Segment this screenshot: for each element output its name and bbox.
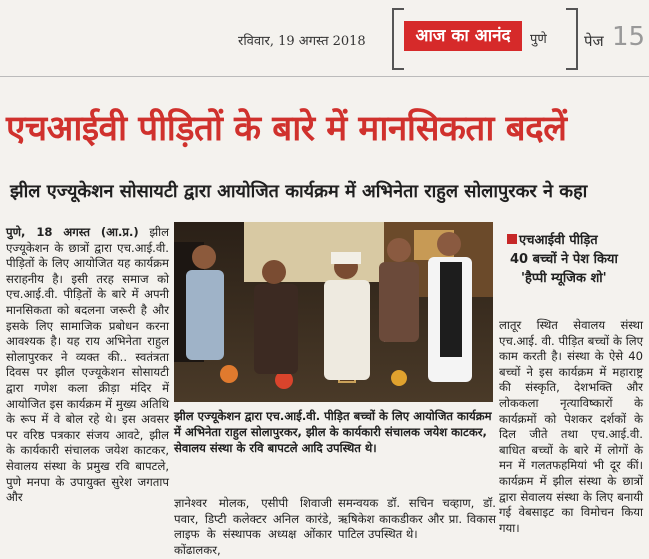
- article-column-1: [6, 225, 169, 506]
- header-divider: [0, 76, 649, 77]
- article-column-4: लातूर स्थित सेवालय संस्था एच.आई. वी. पीड़ित बच्चों के लिए काम करती है। संस्था के ऐसे 40 बच्चों ने इस कार्यक्रम में महाराष्ट्र की संस्कृति, देशभक्ति और लोककला नृत्याविष्कारों के कार्यक्रमों को पेशकर दर्शकों के दिल जीते तथा एच.आई.वी. बाधित बच्चों के बारे में लोगों के मन में गलतफहमियां भी दूर कीं। कार्यक्रम में झील संस्था के छात्रों द्वारा सेवालय संस्था के लिए बनायी गई वेबसाइट का विमोचन किया गया।: [499, 318, 643, 535]
- red-square-bullet-icon: [507, 234, 517, 244]
- event-photo: [174, 222, 493, 402]
- page-number: 15: [612, 22, 646, 52]
- event-photo-illustration: [174, 222, 493, 402]
- edition-city: पुणे: [530, 32, 547, 47]
- bracket-right-decoration: [566, 8, 578, 70]
- sidebar-highlight-line-3: 'हैप्पी म्यूजिक शो': [521, 271, 607, 286]
- article-column-3: समन्वयक डॉ. सचिन चव्हाण, डॉ. ऋषिकेश काकडीकर और प्रा. विकास पाटिल उपस्थित थे।: [338, 496, 496, 542]
- article-headline: एचआईवी पीड़ितों के बारे में मानसिकता बदलें: [6, 109, 567, 149]
- column-1-text: झील एज्यूकेशन के छात्रों द्वारा एच.आई.वी. पीड़ितों के लिए आयोजित यह कार्यक्रम सराहनीय है। इसी तरह समाज को एच.आई.वी. पीड़ितों के बारे में अपनी मानसिकता को बदलना जरूरी है और इसके लिए सामाजिक प्रबोधन करना आवश्यक है। यह राय अभिनेता राहुल सोलापुरकर ने व्यक्त की.. स्वतंत्रता दिवस पर झील एज्यूकेशन सोसायटी द्वारा गणेश कला क्रीड़ा मंदिर में आयोजित इस कार्यक्रम में मुख्य अतिथि के रूप में वे बोल रहे थे। इस अवसर पर वरिष्ठ पत्रकार संजय आवटे, झील के कार्यकारी संचालक जयेश काटकर, सेवालय संस्था के प्रमुख रवि बापटले, पुणे मनपा के उपायुक्त सुरेश जगताप और: [6, 225, 169, 505]
- newspaper-logo: आज का आनंद: [404, 21, 522, 51]
- bracket-left-decoration: [392, 8, 404, 70]
- article-subheadline: झील एज्यूकेशन सोसायटी द्वारा आयोजित कार्यक्रम में अभिनेता राहुल सोलापुरकर ने कहा: [10, 181, 588, 202]
- issue-date: रविवार, 19 अगस्त 2018: [238, 34, 366, 49]
- photo-caption: झील एज्यूकेशन द्वारा एच.आई.वी. पीड़ित बच्चों के लिए आयोजित कार्यक्रम में अभिनेता राहुल सोलापुरकर, झील के कार्यकारी संचालक जयेश काटकर, सेवालय संस्था के रवि बापटले आदि उपस्थित थे।: [174, 409, 492, 455]
- dateline: पुणे, 18 अगस्त (आ.प्र.): [6, 225, 139, 239]
- sidebar-highlight-line-1: एचआईवी पीड़ित: [519, 233, 598, 248]
- article-column-2: ज्ञानेश्वर मोलक, एसीपी शिवाजी पवार, डिप्टी कलेक्टर अनिल कारंडे, लाइफ के संस्थापक अध्यक्ष ओंकार कोंढालकर,: [174, 496, 332, 557]
- page-label: पेज: [584, 32, 604, 50]
- sidebar-highlight-line-2: 40 बच्चों ने पेश किया: [510, 252, 618, 267]
